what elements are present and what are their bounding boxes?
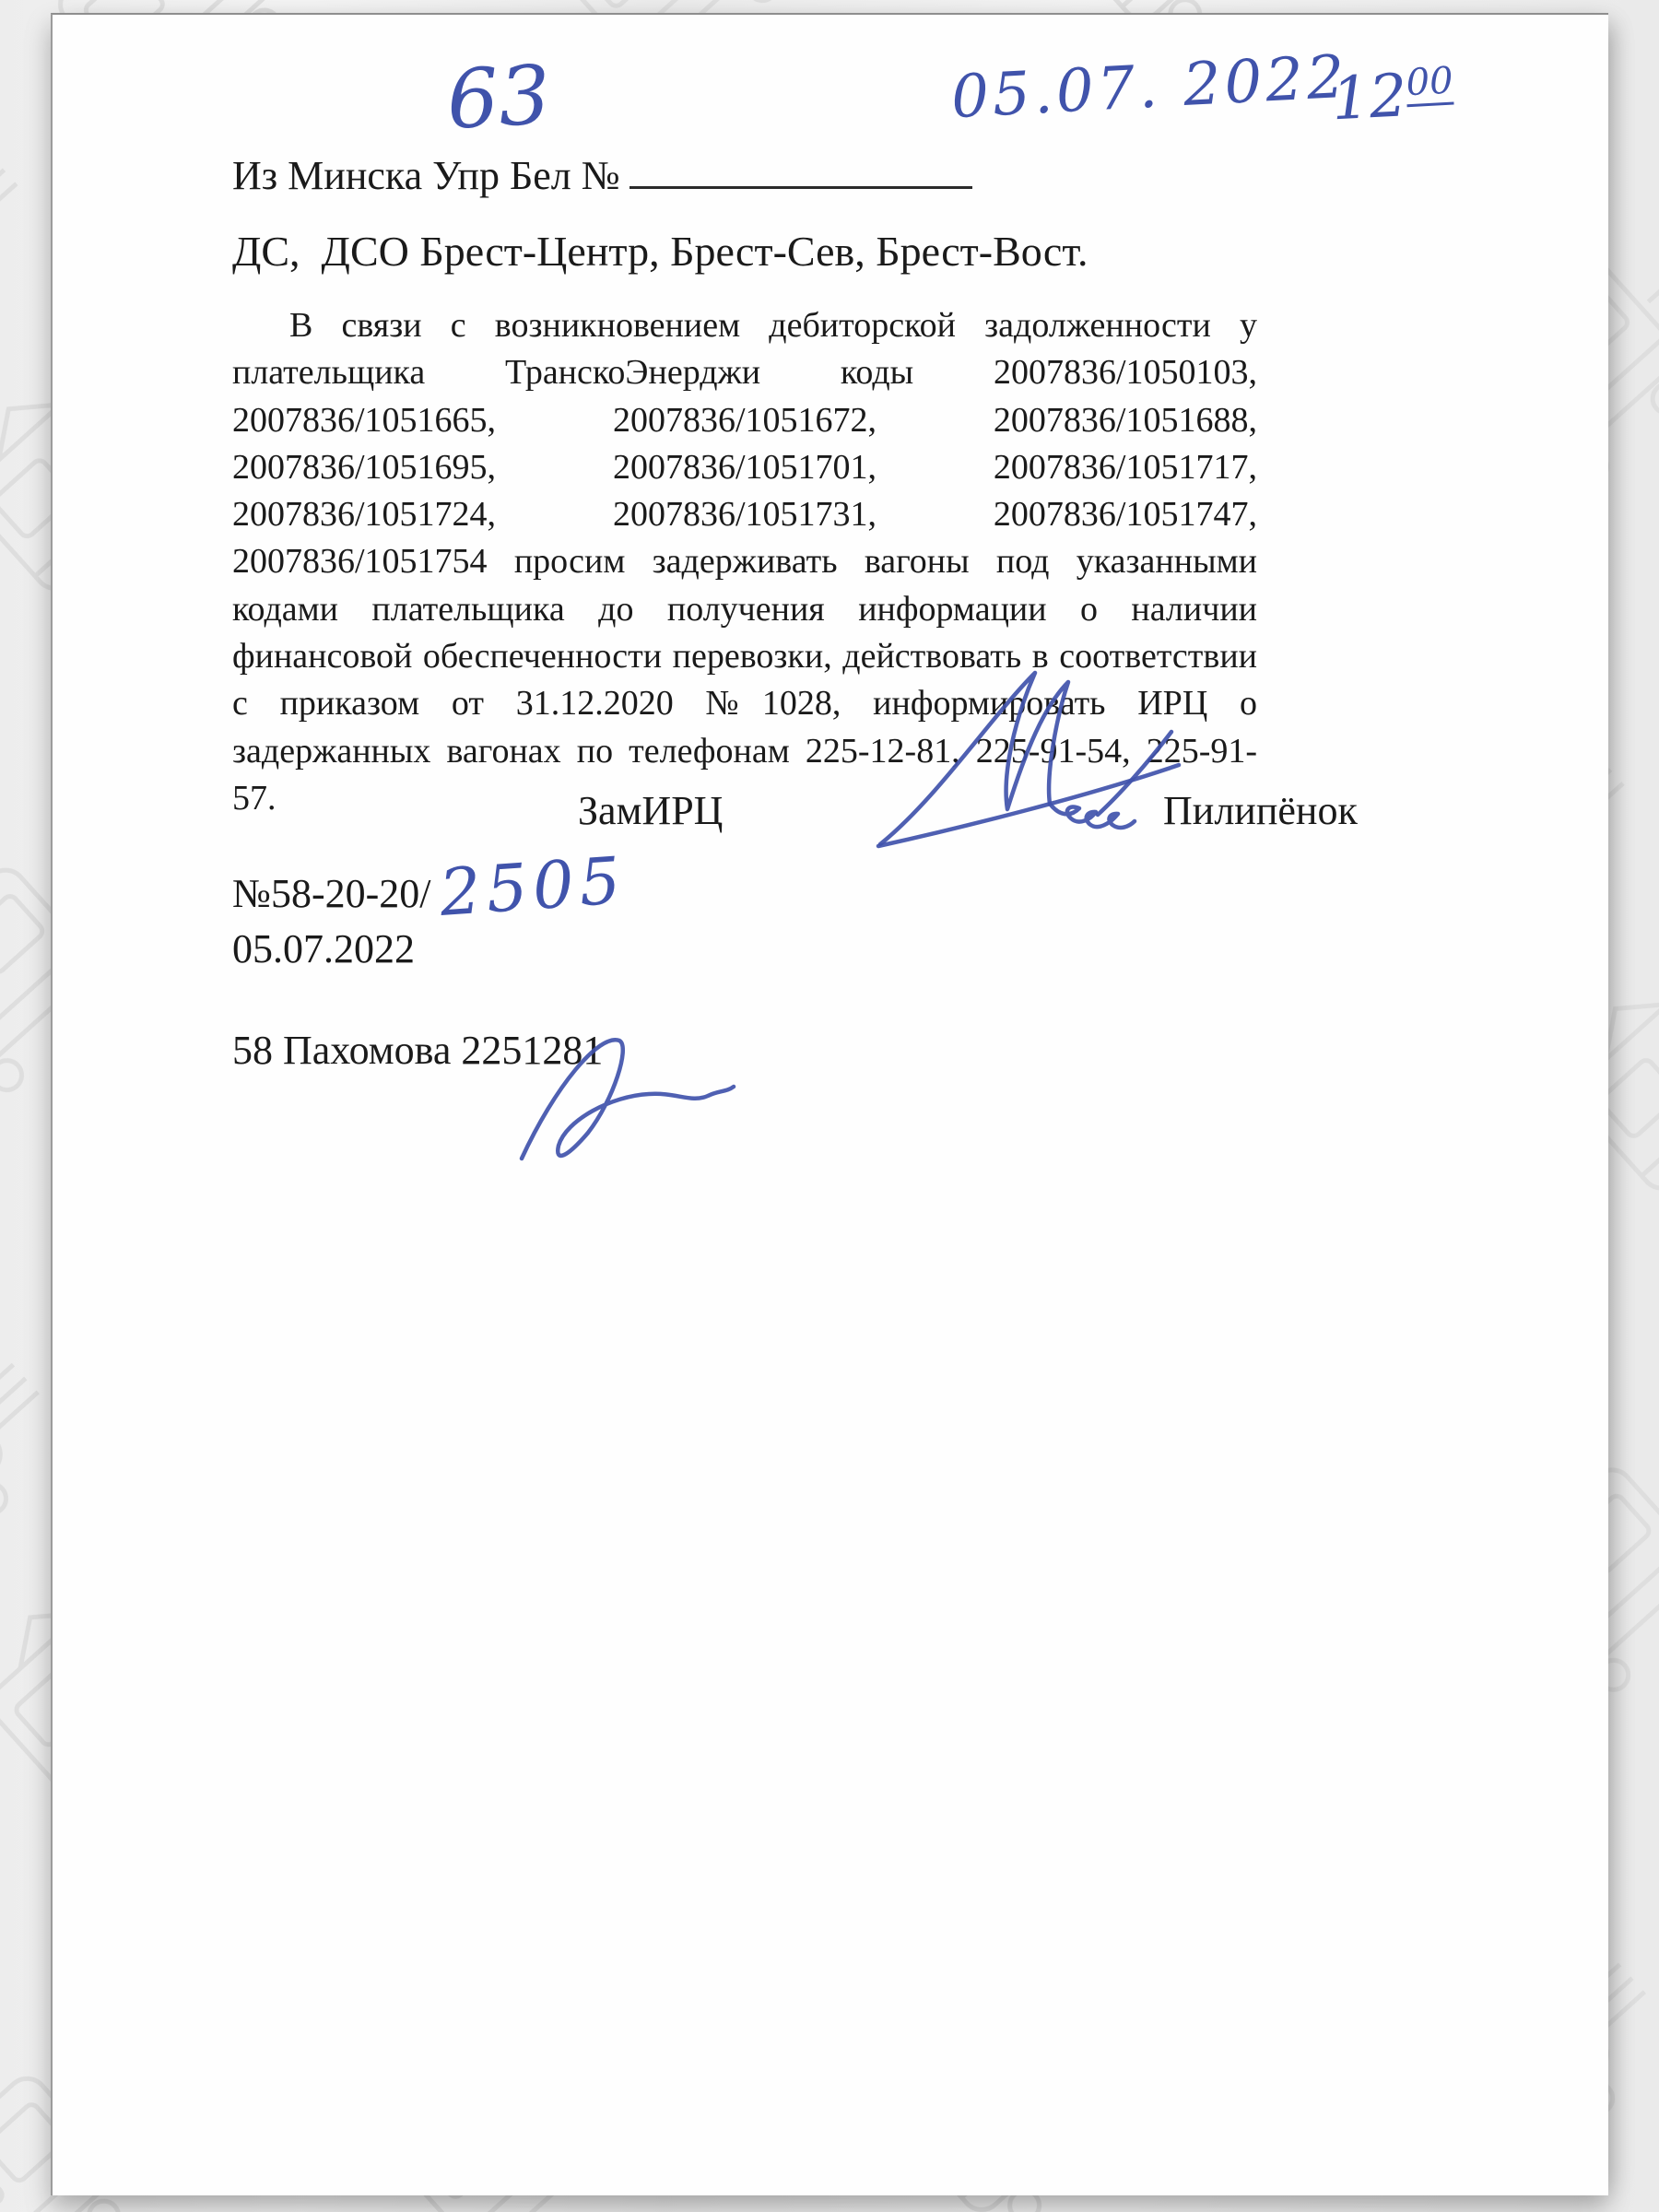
addressees-line: ДС, ДСО Брест-Центр, Брест-Сев, Брест-Вост. [232, 228, 1088, 275]
handwritten-time-hours: 12 [1330, 62, 1409, 135]
signer-name: Пилипёнок [1163, 788, 1358, 833]
handwritten-reference-number: 2505 [437, 842, 629, 931]
document-page [51, 13, 1608, 2195]
handwritten-telegram-number: 63 [444, 47, 553, 147]
signer-position: ЗамИРЦ [578, 788, 724, 833]
executor-line: 58 Пахомова 2251281 [232, 1028, 604, 1073]
pilipenok-signature [873, 660, 1186, 863]
handwritten-time [1330, 60, 1455, 135]
reference-number: №58-20-20/ [232, 871, 431, 916]
executor-signature [509, 1015, 739, 1185]
body-paragraph-text: В связи с возникновением дебиторской задолженности у плательщика ТранскоЭнерджи коды 2007836/1050103, 2007836/1051665, 2007836/1051672, 2007836/1051688, 2007836/1051695, 2007836/1051701, 2007836/1051717, 2007836/1051724, 2007836/1051731, 2007836/1051747, 2007836/1051754 просим задерживать вагоны под указанными кодами плательщика до получения информации о наличии финансовой обеспеченности перевозки, действовать в соответствии с приказом от 31.12.2020 №1028, информировать ИРЦ о задержанных вагонах по телефонам 225-12-81, 225-91-54, 225-91-57. [232, 306, 1257, 818]
header-origin-line [232, 151, 972, 199]
handwritten-date: 05.07. 2022 [949, 42, 1350, 133]
blank-underline [629, 151, 972, 189]
reference-date: 05.07.2022 [232, 926, 415, 971]
origin-label: Из Минска Упр Бел № [232, 153, 620, 198]
handwritten-time-minutes: 00 [1405, 59, 1453, 107]
